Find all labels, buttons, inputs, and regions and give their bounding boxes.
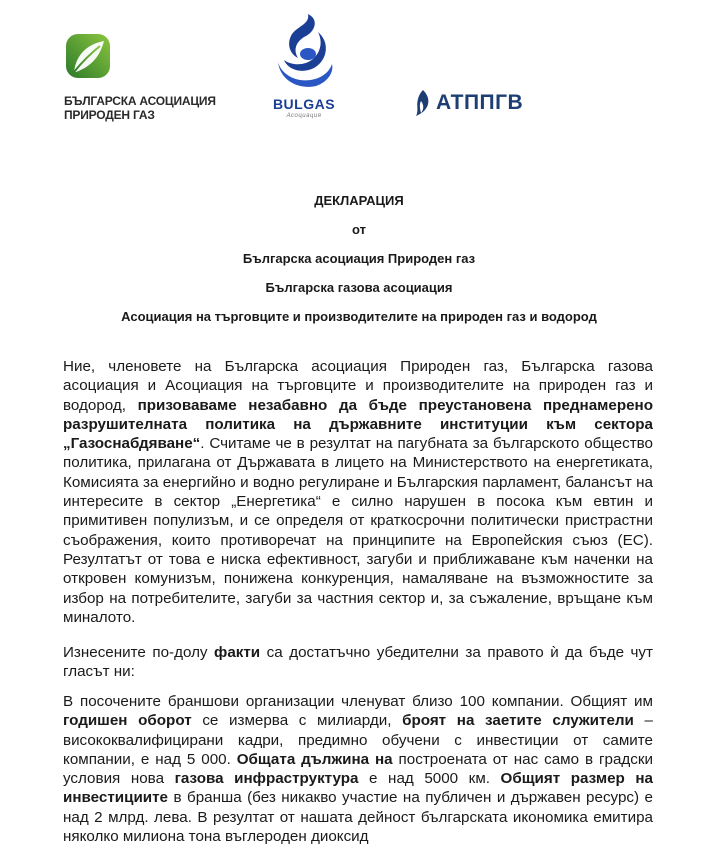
bulgas-wordmark: BULGAS [272, 96, 336, 112]
paragraph-facts-intro [63, 643, 653, 682]
paragraph-industry-facts [63, 692, 653, 846]
industry-text6: в бранша (без никакво участие на публичен и държавен ресурс) е над 2 млрд. лева. В резултат от нашата дейност българската икономика емитира няколко милиона тона въглероден диоксид [63, 789, 653, 846]
paragraph-facts-text1: Изнесените по-долу [63, 644, 215, 661]
flame-icon [268, 10, 340, 96]
paragraph-facts-text2: са достатъчно убедителни за правото ѝ да бъде чут гласът ни: [63, 644, 653, 681]
bana-logo-text [64, 94, 216, 122]
industry-bold-infrastructure: газова инфраструктура [174, 770, 359, 788]
gas-drop-icon [412, 89, 432, 117]
declaration-from: от [352, 222, 366, 237]
bulgas-subtitle: Асоциация [286, 113, 322, 119]
industry-bold-employees: броят на заетите служители [402, 712, 634, 730]
industry-bold-investments: Общият размер на инвестициите [63, 770, 653, 807]
paragraph-facts-bold: факти [214, 644, 261, 661]
bana-logo [64, 32, 216, 127]
declaration-title: ДЕКЛАРАЦИЯ [314, 193, 404, 208]
org-bana: Българска асоциация Природен газ [242, 251, 476, 266]
leaf-icon [64, 32, 114, 82]
industry-text4: построената от нас само в градски условия нова [63, 750, 653, 788]
industry-bold-turnover: годишен оборот [63, 712, 192, 730]
industry-text2: се измерва с милиарди, [191, 712, 403, 730]
paragraph-appeal [63, 357, 653, 627]
paragraph-appeal-text1: Ние, членовете на Българска асоциация Природен газ, Българска газова асоциация и Асоциация на търговците и производителите на природен газ и водород, [63, 358, 653, 414]
org-bulgas: Българска газова асоциация [265, 280, 453, 295]
paragraph-appeal-text2: . Считаме че в резултат на пагубната за българското общество политика, прилагана от Държавата в лицето на Министерството на енергетиката, Комисията за енергийно и водно регулиране и Българския парламент, балансът на интересите в сектор „Енергетика“ е силно нарушен в посока към евтин и примитивен популизъм, и се определя от краткосрочни политически пристрастни съображения, които противоречат на принципите на Европейския съюз (ЕС). Резултатът от това е ниска ефективност, загуби и приближаване към наченки на откровен комунизъм, понижена конкуренция, намаляване на възможностите за избор на потребителите, загуби за частния сектор и, за съжаление, връщане към миналото. [63, 435, 653, 626]
bana-line2: ПРИРОДЕН ГАЗ [64, 108, 155, 122]
paragraph-appeal-bold: призоваваме незабавно да бъде преустановена преднамерено разрушителната политика на държавните институции към сектора „Газоснабдяване“ [63, 396, 653, 453]
atppgv-logo [412, 88, 523, 118]
industry-text5: е над 5000 км. [358, 770, 501, 788]
industry-bold-length: Общата дължина на [236, 750, 393, 768]
bulgas-logo [268, 10, 348, 125]
org-atppgv: Асоциация на търговците и производителите на природен газ и водород [121, 309, 597, 324]
industry-text1: В посочените браншови организации членуват близо 100 компании. Общият им [63, 693, 653, 710]
industry-text3: – висококвалифицирани кадри, предимно обучени с инвестиции от самите компании, е над 5 000. [63, 712, 653, 768]
bana-line1: БЪЛГАРСКА АСОЦИАЦИЯ [64, 94, 216, 108]
atppgv-wordmark: АТППГВ [436, 91, 524, 114]
